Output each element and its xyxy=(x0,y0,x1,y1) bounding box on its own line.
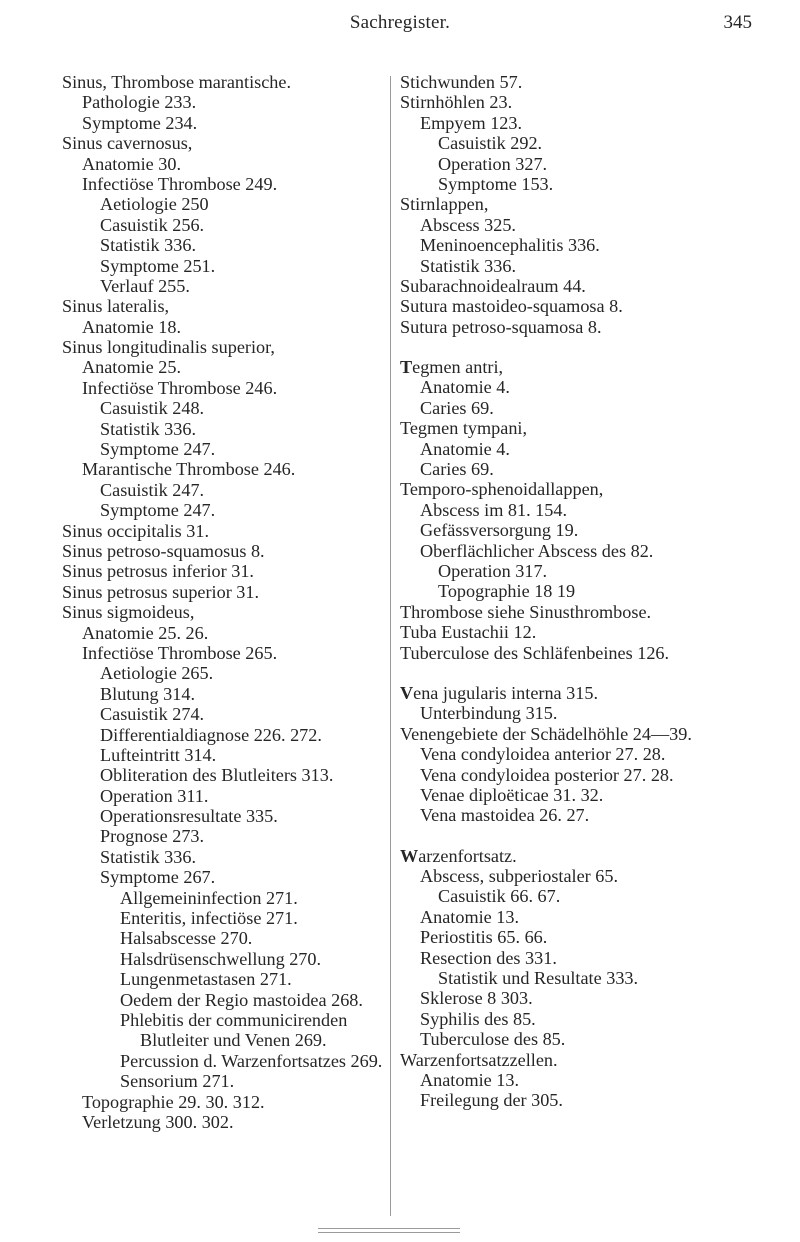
index-entry-sub: Marantische Thrombose 246. xyxy=(82,459,296,480)
index-entry-sub: Topographie 29. 30. 312. xyxy=(82,1091,265,1112)
index-entry-main: Stichwunden 57. xyxy=(400,72,523,92)
index-entry-sub: Anatomie 25. 26. xyxy=(82,622,209,643)
section-gap xyxy=(400,663,752,683)
index-entry-sub: Anatomie 18. xyxy=(82,316,182,337)
index-entry-sub: Aetiologie 265. xyxy=(100,663,214,684)
index-entry-sub: Statistik 336. xyxy=(420,255,516,276)
index-entry-sub: Caries 69. xyxy=(420,459,494,480)
column-divider xyxy=(390,76,391,1216)
page-header-title: Sachregister. xyxy=(349,12,451,33)
index-entry-sub: Topographie 18 19 xyxy=(438,581,576,602)
index-entry-sub: Operationsresultate 335. xyxy=(100,806,278,827)
index-entry-sub: Freilegung der 305. xyxy=(420,1090,563,1111)
index-entry-sub: Verlauf 255. xyxy=(100,275,190,296)
index-entry-sub: Meninoencephalitis 336. xyxy=(420,235,600,256)
index-entry-main: Stirnhöhlen 23. xyxy=(400,92,513,113)
index-entry-sub: Symptome 251. xyxy=(100,255,216,276)
index-entry-sub: Prognose 273. xyxy=(100,826,205,847)
index-entry-main: Sutura mastoideo-squamosa 8. xyxy=(400,296,623,317)
index-entry-sub: Blutleiter und Venen 269. xyxy=(140,1030,327,1051)
index-entry-sub: Caries 69. xyxy=(420,397,494,418)
index-entry-sub: Vena mastoidea 26. 27. xyxy=(420,805,590,826)
index-entry-main: Tuberculose des Schläfenbeines 126. xyxy=(400,642,670,663)
index-entry-sub: Pathologie 233. xyxy=(82,92,197,113)
index-entry-main: Vena jugularis interna 315. xyxy=(400,682,598,703)
section-gap xyxy=(400,337,752,357)
index-entry-sub: Vena condyloidea posterior 27. 28. xyxy=(420,764,674,785)
index-entry-sub: Obliteration des Blutleiters 313. xyxy=(100,765,334,786)
index-entry-sub: Abscess im 81. 154. xyxy=(420,499,568,520)
section-gap xyxy=(400,826,752,846)
index-entry-sub: Unterbindung 315. xyxy=(420,703,558,724)
index-column-right xyxy=(400,72,752,1111)
index-entry-main: Sinus petrosus superior 31. xyxy=(62,581,260,602)
index-entry-sub: Symptome 234. xyxy=(82,112,198,133)
index-entry-main: Sinus cavernosus, xyxy=(62,133,193,154)
index-column-left xyxy=(62,72,390,1132)
index-entry-main: Venengebiete der Schädelhöhle 24—39. xyxy=(400,723,692,744)
index-entry-main: Subarachnoidealraum 44. xyxy=(400,275,586,296)
index-entry-sub: Symptome 247. xyxy=(100,500,216,521)
index-entry-sub: Anatomie 13. xyxy=(420,1069,520,1090)
index-entry-sub: Infectiöse Thrombose 265. xyxy=(82,642,278,663)
index-entry-sub: Aetiologie 250 xyxy=(100,194,209,215)
index-entry-sub: Casuistik 66. 67. xyxy=(438,886,561,907)
index-entry-sub: Casuistik 256. xyxy=(100,214,205,235)
index-entry-sub: Statistik 336. xyxy=(100,235,196,256)
index-entry-sub: Tuberculose des 85. xyxy=(420,1029,566,1050)
index-entry-sub: Operation 317. xyxy=(438,560,548,581)
index-entry-sub: Blutung 314. xyxy=(100,683,195,704)
index-entry-sub: Resection des 331. xyxy=(420,947,557,968)
index-entry-sub: Sensorium 271. xyxy=(120,1071,235,1092)
index-entry-sub: Allgemeininfection 271. xyxy=(120,887,298,908)
index-entry-sub: Verletzung 300. 302. xyxy=(82,1111,234,1132)
index-entry-main: Tegmen antri, xyxy=(400,357,504,378)
index-entry-sub: Anatomie 25. xyxy=(82,357,182,378)
index-entry-main: Sinus lateralis, xyxy=(62,296,170,317)
index-entry-sub: Halsdrüsenschwellung 270. xyxy=(120,948,322,969)
index-entry-sub: Venae diploëticae 31. 32. xyxy=(420,784,604,805)
index-entry-sub: Phlebitis der communicirenden xyxy=(120,1009,348,1030)
page-number: 345 xyxy=(723,12,752,33)
index-entry-main: Thrombose siehe Sinusthrombose. xyxy=(400,601,652,622)
index-entry-main: Tuba Eustachii 12. xyxy=(400,622,537,643)
index-entry-sub: Abscess, subperiostaler 65. xyxy=(420,866,619,887)
index-entry-sub: Syphilis des 85. xyxy=(420,1008,536,1029)
footer-rule xyxy=(318,1232,460,1233)
index-entry-sub: Operation 311. xyxy=(100,785,209,806)
index-entry-sub: Infectiöse Thrombose 246. xyxy=(82,377,278,398)
index-entry-sub: Symptome 153. xyxy=(438,173,554,194)
index-entry-sub: Anatomie 13. xyxy=(420,906,520,927)
index-entry-sub: Casuistik 292. xyxy=(438,133,543,154)
index-entry-sub: Anatomie 4. xyxy=(420,438,510,459)
index-entry-sub: Gefässversorgung 19. xyxy=(420,520,579,541)
index-entry-main: Temporo-sphenoidallappen, xyxy=(400,479,604,500)
index-entry-sub: Anatomie 4. xyxy=(420,377,510,398)
index-entry-sub: Percussion d. Warzenfortsatzes 269. xyxy=(120,1050,383,1071)
index-entry-main: Sinus longitudinalis superior, xyxy=(62,337,275,358)
index-entry-main: Sinus petroso-squamosus 8. xyxy=(62,540,265,561)
index-entry-sub: Symptome 267. xyxy=(100,867,216,888)
index-entry-sub: Lungenmetastasen 271. xyxy=(120,969,292,990)
index-entry-main: Warzenfortsatzzellen. xyxy=(400,1049,558,1070)
index-entry-sub: Oedem der Regio mastoidea 268. xyxy=(120,989,363,1010)
index-entry-main: Sinus, Thrombose marantische. xyxy=(62,72,291,92)
index-entry-sub: Vena condyloidea anterior 27. 28. xyxy=(420,744,666,765)
index-entry-sub: Lufteintritt 314. xyxy=(100,744,217,765)
index-entry-sub: Statistik und Resultate 333. xyxy=(438,968,639,989)
index-entry-sub: Operation 327. xyxy=(438,153,548,174)
index-entry-main: Warzenfortsatz. xyxy=(400,845,517,866)
index-entry-sub: Symptome 247. xyxy=(100,439,216,460)
index-entry-sub: Statistik 336. xyxy=(100,418,196,439)
index-entry-sub: Differentialdiagnose 226. 272. xyxy=(100,724,322,745)
index-entry-main: Tegmen tympani, xyxy=(400,418,528,439)
index-entry-main: Sutura petroso-squamosa 8. xyxy=(400,316,602,337)
index-entry-sub: Sklerose 8 303. xyxy=(420,988,533,1009)
index-entry-main: Sinus petrosus inferior 31. xyxy=(62,561,254,582)
index-entry-sub: Casuistik 248. xyxy=(100,398,205,419)
footer-rule xyxy=(318,1228,460,1229)
index-entry-main: Sinus sigmoideus, xyxy=(62,602,195,623)
index-entry-sub: Enteritis, infectiöse 271. xyxy=(120,908,298,929)
index-entry-main: Sinus occipitalis 31. xyxy=(62,520,210,541)
index-entry-sub: Periostitis 65. 66. xyxy=(420,927,548,948)
index-entry-sub: Statistik 336. xyxy=(100,846,196,867)
index-entry-sub: Casuistik 274. xyxy=(100,704,205,725)
index-entry-sub: Halsabscesse 270. xyxy=(120,928,253,949)
index-entry-sub: Abscess 325. xyxy=(420,214,516,235)
index-entry-sub: Empyem 123. xyxy=(420,112,523,133)
index-entry-sub: Anatomie 30. xyxy=(82,153,182,174)
index-entry-sub: Casuistik 247. xyxy=(100,479,205,500)
index-entry-sub: Infectiöse Thrombose 249. xyxy=(82,173,278,194)
index-entry-sub: Oberflächlicher Abscess des 82. xyxy=(420,540,654,561)
index-entry-main: Stirnlappen, xyxy=(400,194,489,215)
